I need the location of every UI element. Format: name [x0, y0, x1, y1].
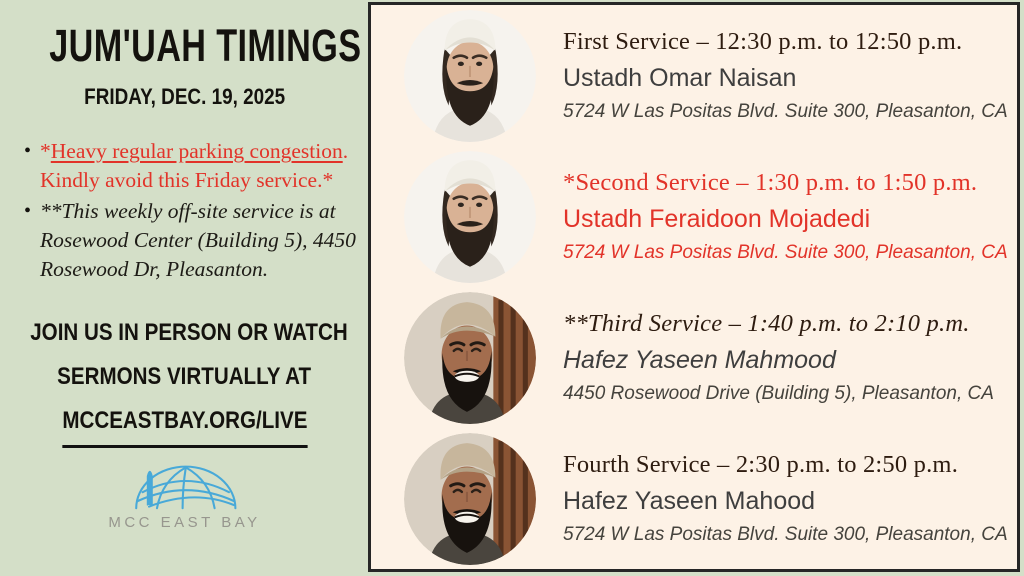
mcc-logo	[0, 457, 369, 531]
page-title-text: JUM'UAH TIMINGS	[49, 20, 362, 71]
note-parking-underlined: Heavy regular parking congestion	[50, 139, 343, 164]
service-row-second	[371, 146, 1017, 287]
date-text: FRIDAY, DEC. 19, 2025	[83, 84, 285, 110]
speaker-photo-feraidoon-mojadedi	[404, 151, 536, 283]
service-speaker-name: Hafez Yaseen Mahood	[563, 487, 816, 515]
services-panel	[368, 2, 1020, 572]
notes-list	[24, 137, 363, 283]
service-speaker-name: Ustadh Omar Naisan	[563, 64, 797, 92]
service-text	[563, 310, 994, 405]
service-speaker-name: Ustadh Feraidoon Mojadedi	[563, 205, 871, 233]
note-parking-prefix: *	[40, 139, 51, 164]
service-address: 5724 W Las Positas Blvd. Suite 300, Pleasanton, CA	[563, 242, 1008, 263]
join-line-url: MCCEASTBAY.ORG/LIVE	[0, 399, 369, 447]
join-line-1: JOIN US IN PERSON OR WATCH	[30, 319, 348, 347]
service-row-fourth	[371, 428, 1017, 569]
service-row-third	[371, 287, 1017, 428]
service-title: Fourth Service – 2:30 p.m. to 2:50 p.m.	[563, 451, 959, 478]
service-title: First Service – 12:30 p.m. to 12:50 p.m.	[563, 28, 963, 55]
bullet-marker: •	[24, 200, 32, 223]
service-address: 5724 W Las Positas Blvd. Suite 300, Pleasanton, CA	[563, 101, 1008, 122]
service-address: 5724 W Las Positas Blvd. Suite 300, Pleasanton, CA	[563, 524, 1008, 545]
service-speaker-name: Hafez Yaseen Mahmood	[563, 346, 836, 374]
speaker-photo-omar-naisan	[404, 10, 536, 142]
note-offsite-text: **This weekly off-site service is at Rosewood Center (Building 5), 4450 Rosewood Dr, Pleasanton.	[40, 199, 356, 281]
note-offsite	[24, 197, 363, 283]
service-text	[563, 451, 1008, 546]
join-message	[0, 311, 369, 447]
speaker-photo-yaseen-mahmood	[404, 292, 536, 424]
note-parking-rest: . Kindly avoid this Friday service.*	[40, 139, 349, 192]
service-title: **Third Service – 1:40 p.m. to 2:10 p.m.	[563, 310, 970, 337]
service-address: 4450 Rosewood Drive (Building 5), Pleasanton, CA	[563, 383, 994, 404]
service-row-first	[371, 5, 1017, 146]
speaker-photo-yaseen-mahood	[404, 433, 536, 565]
note-parking-text	[40, 137, 363, 194]
join-line-2: SERMONS VIRTUALLY AT	[57, 363, 312, 391]
service-title: *Second Service – 1:30 p.m. to 1:50 p.m.	[563, 169, 978, 196]
service-text	[563, 169, 1008, 264]
date-subtitle	[0, 84, 369, 110]
note-parking	[24, 137, 363, 194]
service-text	[563, 28, 1008, 123]
logo-wordmark: MCC EAST BAY	[108, 513, 261, 531]
left-panel	[0, 0, 369, 576]
page-title	[0, 22, 369, 69]
mosque-globe-icon	[114, 457, 256, 513]
bullet-marker: •	[24, 140, 32, 163]
